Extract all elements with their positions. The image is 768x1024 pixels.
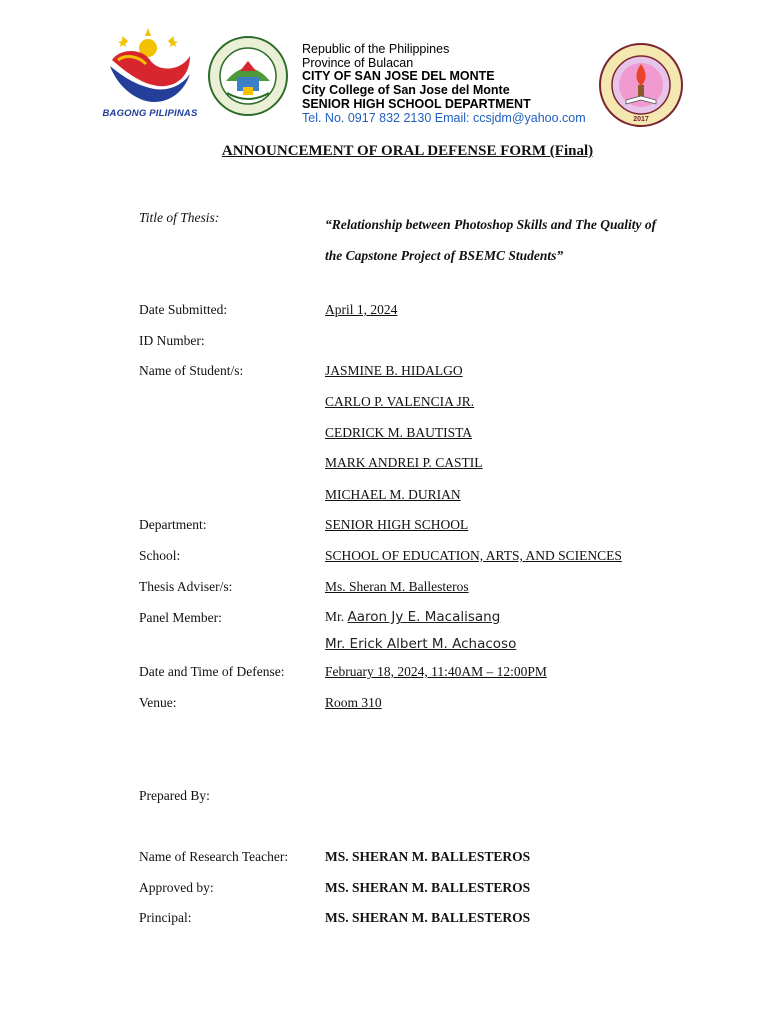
department-label: Department: <box>139 517 207 532</box>
id-number-label: ID Number: <box>139 333 205 348</box>
defense-value: February 18, 2024, 11:40AM – 12:00PM <box>325 664 547 679</box>
student-name: MICHAEL M. DURIAN <box>325 487 461 502</box>
research-teacher-value: MS. SHERAN M. BALLESTEROS <box>325 849 531 864</box>
venue-value: Room 310 <box>325 695 382 710</box>
approved-by-value: MS. SHERAN M. BALLESTEROS <box>325 880 531 895</box>
research-teacher-label: Name of Research Teacher: <box>139 849 289 864</box>
approved-by-label: Approved by: <box>139 880 214 895</box>
city-seal-logo <box>207 35 289 117</box>
header-city: CITY OF SAN JOSE DEL MONTE <box>302 69 495 84</box>
bagong-pilipinas-logo <box>98 26 202 122</box>
venue-label: Venue: <box>139 695 177 710</box>
prepared-by-label: Prepared By: <box>139 788 210 803</box>
school-value: SCHOOL OF EDUCATION, ARTS, AND SCIENCES <box>325 548 622 563</box>
panel-label: Panel Member: <box>139 610 222 625</box>
header-department: SENIOR HIGH SCHOOL DEPARTMENT <box>302 96 531 111</box>
header-republic: Republic of the Philippines <box>302 42 450 56</box>
panel-prefix: Mr. <box>325 609 348 624</box>
adviser-label: Thesis Adviser/s: <box>139 579 233 594</box>
principal-label: Principal: <box>139 910 192 925</box>
student-name: CEDRICK M. BAUTISTA <box>325 425 473 440</box>
students-label: Name of Student/s: <box>139 363 244 378</box>
city-college-seal-logo <box>598 42 684 128</box>
department-value: SENIOR HIGH SCHOOL <box>325 517 469 532</box>
thesis-title-value: “Relationship between Photoshop Skills and The Quality of the Capstone Project of BSEMC Students” <box>325 217 657 263</box>
student-name: CARLO P. VALENCIA JR. <box>325 394 475 409</box>
defense-label: Date and Time of Defense: <box>139 664 285 679</box>
header-contact: Tel. No. 0917 832 2130 Email: ccsjdm@yahoo.com <box>302 110 586 125</box>
bagong-pilipinas-caption: BAGONG PILIPINAS <box>102 108 198 119</box>
panel-member-1-name: Aaron Jy E. Macalisang <box>347 609 501 625</box>
header-college: City College of San Jose del Monte <box>302 83 510 98</box>
panel-member-2 <box>325 636 516 652</box>
principal-value: MS. SHERAN M. BALLESTEROS <box>325 910 531 925</box>
header-text-block <box>302 43 586 125</box>
student-name: MARK ANDREI P. CASTIL <box>325 455 483 470</box>
page-title: ANNOUNCEMENT OF ORAL DEFENSE FORM (Final) <box>221 143 594 159</box>
student-name: JASMINE B. HIDALGO <box>325 363 463 378</box>
panel-member-1 <box>325 609 500 625</box>
date-submitted-value: April 1, 2024 <box>325 302 398 317</box>
panel-member-2-name: Mr. Erick Albert M. Achacoso <box>325 636 517 652</box>
date-submitted-label: Date Submitted: <box>139 302 228 317</box>
college-seal-year: 2017 <box>633 116 649 123</box>
header-province: Province of Bulacan <box>302 55 414 70</box>
thesis-title-label: Title of Thesis: <box>139 210 220 225</box>
adviser-value: Ms. Sheran M. Ballesteros <box>325 579 469 594</box>
school-label: School: <box>139 548 181 563</box>
